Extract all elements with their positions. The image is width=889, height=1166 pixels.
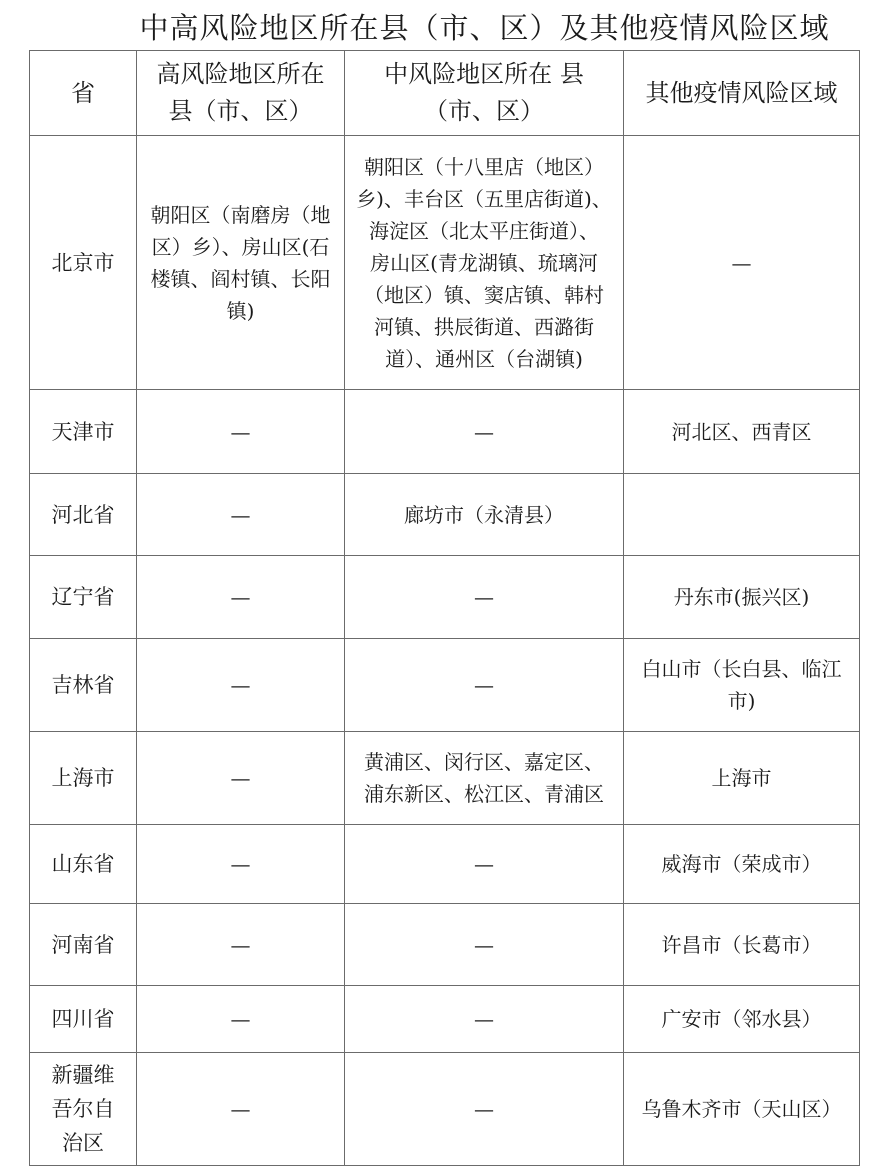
province-cell — [30, 556, 137, 639]
cell-line: 吾尔自 — [51, 1097, 115, 1121]
header-medium-risk-line: 县（市、区） — [424, 60, 584, 125]
high-risk-cell — [137, 474, 345, 556]
table-row — [30, 986, 860, 1053]
cell-line: 许昌市（长葛市） — [661, 932, 822, 957]
cell-line: 丹东市(振兴区) — [673, 585, 810, 609]
province-cell — [30, 1053, 137, 1166]
province-cell — [30, 904, 137, 986]
header-medium-risk — [345, 51, 624, 136]
medium-risk-cell — [345, 904, 624, 986]
table-row — [30, 1053, 860, 1166]
cell-line: 浦东新区、松江区、青浦区 — [364, 782, 604, 806]
province-cell — [30, 986, 137, 1053]
header-high-risk-line: 县（市、区） — [168, 97, 313, 125]
table-row — [30, 474, 860, 556]
province-cell — [30, 639, 137, 732]
header-other-risk: 其他疫情风险区域 — [624, 51, 860, 136]
cell-line: — — [230, 852, 251, 876]
table-row — [30, 639, 860, 732]
high-risk-cell — [137, 986, 345, 1053]
table-body — [30, 136, 860, 1166]
high-risk-cell — [137, 1053, 345, 1166]
medium-risk-cell — [345, 1053, 624, 1166]
medium-risk-cell — [345, 732, 624, 825]
table-row — [30, 136, 860, 390]
cell-line: — — [474, 852, 494, 876]
table-row — [30, 904, 860, 986]
header-province: 省 — [30, 51, 137, 136]
medium-risk-cell — [345, 986, 624, 1053]
other-risk-cell — [624, 732, 860, 825]
cell-line: 海淀区（北太平庄街道）、 — [369, 218, 599, 243]
cell-line: 廊坊市（永清县） — [404, 502, 564, 527]
cell-line: 广安市（邻水县） — [661, 1007, 822, 1031]
cell-line: — — [230, 1007, 251, 1031]
cell-line: — — [474, 585, 494, 609]
cell-line: 朝阳区（南磨房（地 — [150, 202, 331, 227]
cell-line: — — [230, 419, 251, 444]
cell-line: — — [230, 1097, 251, 1121]
risk-area-table — [29, 50, 860, 1166]
other-risk-cell — [624, 825, 860, 904]
other-risk-cell — [624, 136, 860, 390]
cell-line: 河北区、西青区 — [671, 419, 812, 444]
other-risk-cell — [624, 639, 860, 732]
high-risk-cell — [137, 556, 345, 639]
cell-line: 区）乡）、房山区(石 — [151, 234, 330, 259]
cell-line: 河北省 — [51, 502, 115, 527]
other-risk-cell — [624, 986, 860, 1053]
cell-line: — — [230, 585, 251, 609]
cell-line: 河南省 — [51, 932, 115, 957]
cell-line: 吉林省 — [51, 673, 115, 697]
high-risk-cell — [137, 904, 345, 986]
cell-line: 威海市（荣成市） — [661, 852, 822, 876]
page-title: 中高风险地区所在县（市、区）及其他疫情风险区域 — [139, 11, 830, 45]
cell-line: — — [474, 1007, 494, 1031]
other-risk-cell — [624, 390, 860, 474]
cell-line: 乌鲁木齐市（天山区） — [641, 1097, 842, 1121]
medium-risk-cell — [345, 639, 624, 732]
header-high-risk-line: 高风险地区所在 — [156, 60, 325, 88]
high-risk-cell — [137, 639, 345, 732]
cell-line: 四川省 — [51, 1007, 115, 1031]
cell-line: 道）、通州区（台湖镇) — [385, 346, 583, 371]
cell-line: 北京市 — [51, 250, 115, 275]
cell-line: — — [230, 932, 251, 957]
cell-line: 河镇、拱辰街道、西潞街 — [374, 314, 594, 339]
cell-line: 黄浦区、闵行区、嘉定区、 — [364, 750, 604, 774]
cell-line: 白山市（长白县、临江 — [641, 657, 842, 681]
cell-line: 上海市 — [711, 766, 772, 790]
high-risk-cell — [137, 136, 345, 390]
cell-line: 房山区(青龙湖镇、琉璃河 — [370, 250, 598, 275]
cell-line: — — [731, 250, 752, 275]
cell-line: — — [230, 502, 251, 527]
cell-line: — — [474, 932, 494, 957]
cell-line: — — [474, 673, 494, 697]
cell-line: 辽宁省 — [51, 585, 115, 609]
header-high-risk — [137, 51, 345, 136]
table-row — [30, 390, 860, 474]
cell-line: 天津市 — [51, 419, 115, 444]
cell-line: 上海市 — [51, 766, 115, 790]
header-medium-risk-line: 中风险地区所在 — [384, 60, 553, 88]
province-cell — [30, 732, 137, 825]
cell-line: 新疆维 — [51, 1063, 115, 1087]
province-cell — [30, 136, 137, 390]
cell-line: — — [474, 419, 494, 444]
other-risk-cell — [624, 556, 860, 639]
cell-line: 乡)、丰台区（五里店街道)、 — [356, 186, 612, 211]
cell-line: （地区）镇、窦店镇、韩村 — [364, 282, 604, 307]
cell-line: 镇) — [226, 298, 255, 323]
other-risk-cell — [624, 474, 860, 556]
medium-risk-cell — [345, 825, 624, 904]
cell-line: 山东省 — [51, 852, 115, 876]
cell-line: 朝阳区（十八里店（地区） — [364, 154, 604, 179]
table-row — [30, 825, 860, 904]
header-row — [30, 51, 860, 136]
cell-line: — — [230, 766, 251, 790]
medium-risk-cell — [345, 390, 624, 474]
cell-line: — — [474, 1097, 494, 1121]
high-risk-cell — [137, 390, 345, 474]
cell-line: — — [230, 673, 251, 697]
medium-risk-cell — [345, 556, 624, 639]
high-risk-cell — [137, 732, 345, 825]
cell-line: 楼镇、阎村镇、长阳 — [150, 266, 331, 291]
table-row — [30, 556, 860, 639]
province-cell — [30, 825, 137, 904]
table-row — [30, 732, 860, 825]
province-cell — [30, 390, 137, 474]
other-risk-cell — [624, 1053, 860, 1166]
medium-risk-cell — [345, 136, 624, 390]
medium-risk-cell — [345, 474, 624, 556]
cell-line: 治区 — [62, 1131, 104, 1155]
cell-line: 市) — [727, 689, 756, 713]
high-risk-cell — [137, 825, 345, 904]
other-risk-cell — [624, 904, 860, 986]
province-cell — [30, 474, 137, 556]
